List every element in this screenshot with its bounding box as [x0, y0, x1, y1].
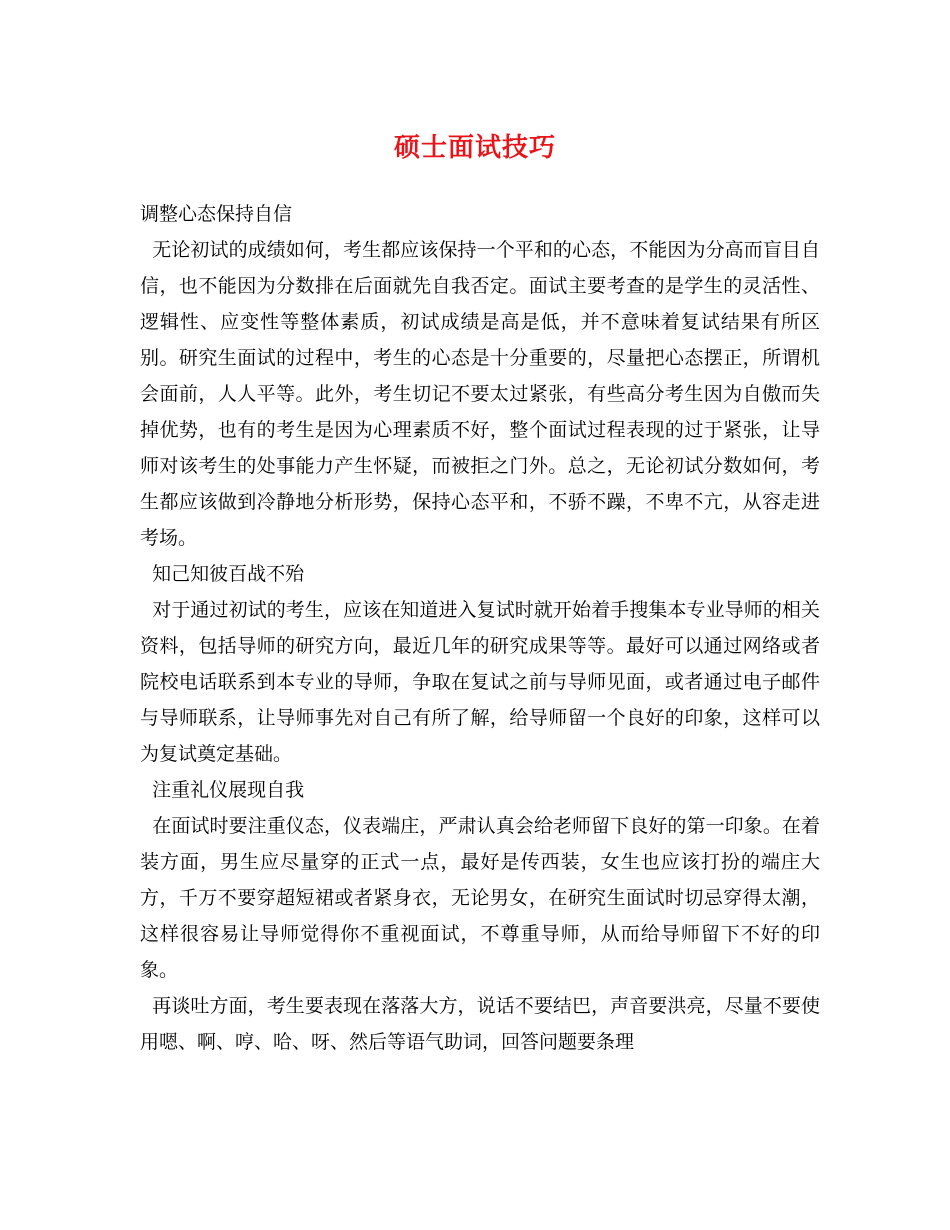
- section-paragraph-know-yourself: 对于通过初试的考生，应该在知道进入复试时就开始着手搜集本专业导师的相关资料，包括导师的研究方向，最近几年的研究成果等等。最好可以通过网络或者院校电话联系到本专业的导师，争取在复试之前与导师见面，或者通过电子邮件与导师联系，让导师事先对自己有所了解，给导师留一个良好的印象，这样可以为复试奠定基础。: [140, 599, 820, 765]
- section-paragraph-etiquette-dress: 在面试时要注重仪态，仪表端庄，严肃认真会给老师留下良好的第一印象。在着装方面，男生应尽量穿的正式一点，最好是传西装，女生也应该打扮的端庄大方，千万不要穿超短裙或者紧身衣，无论男女，在研究生面试时切忌穿得太潮，这样很容易让导师觉得你不重视面试，不尊重导师，从而给导师留下不好的印象。: [140, 815, 820, 981]
- section-heading-etiquette: 注重礼仪展现自我: [140, 779, 305, 801]
- section-heading-know-yourself: 知己知彼百战不殆: [140, 563, 305, 585]
- document-body: [140, 196, 820, 1060]
- section-paragraph-mindset: 无论初试的成绩如何，考生都应该保持一个平和的心态，不能因为分高而盲目自信，也不能因为分数排在后面就先自我否定。面试主要考查的是学生的灵活性、逻辑性、应变性等整体素质，初试成绩是高是低，并不意味着复试结果有所区别。研究生面试的过程中，考生的心态是十分重要的，尽量把心态摆正，所谓机会面前，人人平等。此外，考生切记不要太过紧张，有些高分考生因为自傲而失掉优势，也有的考生是因为心理素质不好，整个面试过程表现的过于紧张，让导师对该考生的处事能力产生怀疑，而被拒之门外。总之，无论初试分数如何，考生都应该做到冷静地分析形势，保持心态平和，不骄不躁，不卑不亢，从容走进考场。: [140, 239, 820, 549]
- document-title: 硕士面试技巧: [393, 133, 556, 163]
- section-heading-mindset: 调整心态保持自信: [140, 203, 293, 225]
- section-paragraph-etiquette-speech: 再谈吐方面，考生要表现在落落大方，说话不要结巴，声音要洪亮，尽量不要使用嗯、啊、哼、哈、呀、然后等语气助词，回答问题要条理: [140, 995, 820, 1053]
